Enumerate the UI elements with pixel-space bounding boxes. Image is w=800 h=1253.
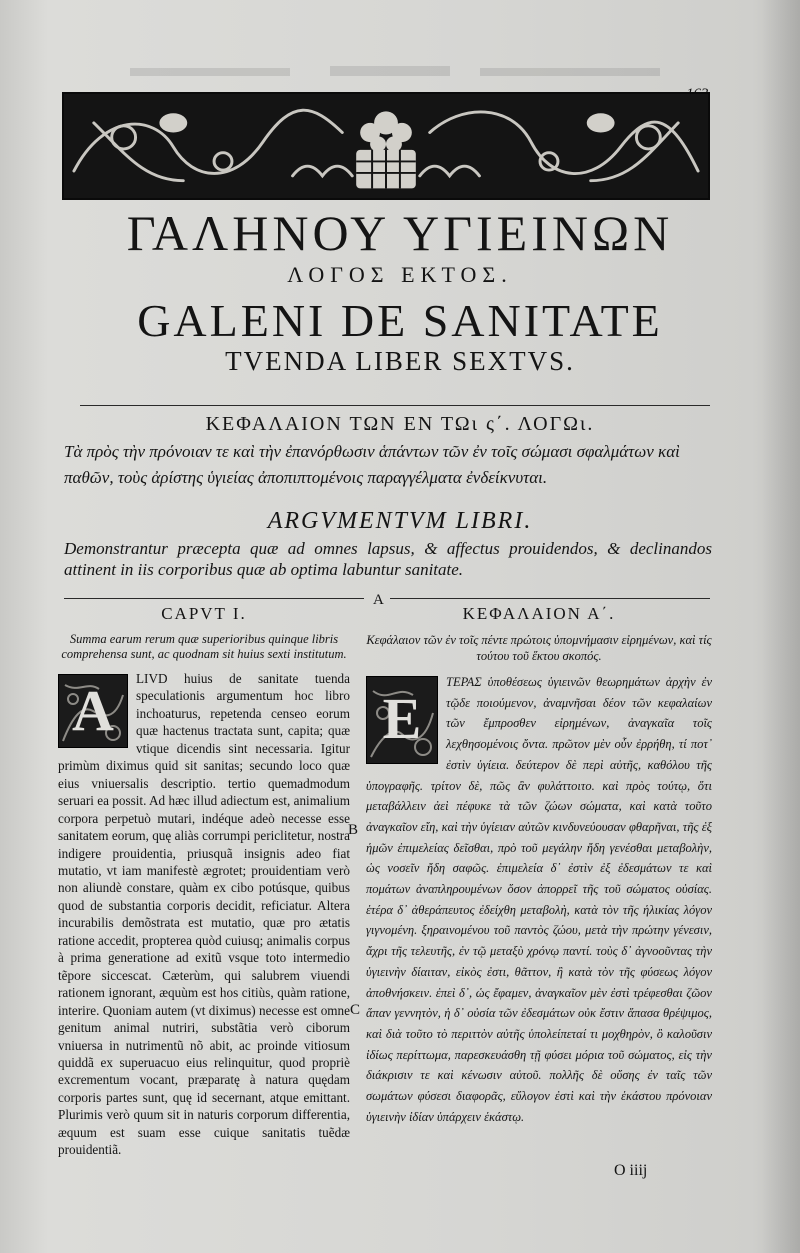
caput-title-latin: CAPVT I. [161, 604, 247, 623]
latin-column [58, 604, 350, 1159]
argumentum-heading: ARGVMENTVM LIBRI. [267, 508, 533, 534]
drop-cap-letter: Ε [382, 686, 422, 751]
caput-summary-latin: Summa earum rerum quæ superioribus quinque libris comprehensa sunt, ac quodnam sit huius sexti institutum. [61, 632, 347, 661]
subtitle-latin: TVENDA LIBER SEXTVS. [225, 346, 575, 376]
margin-marker-a: A [373, 592, 384, 608]
greek-body-text: ΤΕΡΑΣ ὑποθέσεως ὑγιεινῶν θεωρημάτων ἀρχὴν ἐν τῷδε ποιούμενον, ἀναμνῆσαι δέον τῶν κεφαλαίων τῶν ἔμπροσθεν εἰρημένων, ἀναγκαῖα τοῖς λεχθησομένοις ὄντα. πρῶτον μὲν οὖν ἐρρήθη, τί ποτ᾽ ἐστὶν ὑγίεια. δεύτερον δὲ περὶ αὐτῆς, καθόλου τῆς ὑπογραφῆς. τρίτον δὲ, πῶς ἂν φυλάττοιτο. καὶ πρὸς τούτῳ, ὅτι μεταβάλλειν ἀεὶ πέφυκε τὰ τῶν ζώων σώματα, καὶ κατὰ τοῦτο ἀναγκαῖον εἴη, καὶ τὴν ὑγίειαν αὐτῶν κινδυνεύουσαν φθαρῆναι, τῆς ἐξ ἡμῶν ἐπιμελείας δεῖσθαι, πρὸ τοῦ μεγάλην ἤδη γενέσθαι μεταβολὴν, ὡς νοσεῖν ἤδη σαφῶς. ἐπιμελεία δ᾽ ἐστὶν ἐξ ἐδεσμάτων τε καὶ πομάτων ἀναπληρουμένων ὅσον ἀπορρεῖ τῆς τοῦ σώματος οὐσίας. ἑτέρα δ᾽ ἀθεράπευτος ἐδείχθη μεταβολὴ, κατὰ τὸν τῆς ἡλικίας λόγον γιγνομένη. ξηραινομένου τοῦ παντὸς ζώου, μετὰ τὴν πρώτην γένεσιν, ἄχρι τῆς τελευτῆς, ἐν τῷ μεταξὺ χρόνῳ παντί. τοὺς δ᾽ ἀγνοοῦντας τὴν ὑγιεινὴν δίαιταν, εἰκὸς ἐστι, θᾶττον, ἢ κατὰ τὸν τῆς φύσεως λόγον ἀποθνήσκειν. ἐπεὶ δ᾽, ὡς ἔφαμεν, ἀναγκαῖον μὲν ἐστὶ τρέφεσθαι ζῶον ἅπαν γεννητὸν, ἡ δ᾽ οὐσία τῶν ἐδεσμάτων οὐκ ἔστιν ἅπασα θρέψιμος, καὶ διὰ τοῦτο τὸ περιττὸν αὐτῆς ὑπολείπεταί τι μοχθηρὸν, ὃ καλοῦσιν ἰδίως περίττωμα, παρεσκευάσθη τῇ φύσει μόρια τοῦ σώματος, εἰς τὴν διάκρισιν τε καὶ κένωσιν αὐτοῦ. πολλῆς δὲ οὔσης ἐν ταῖς τῶν σωμάτων φύσεσι διαφορᾶς, εὔλογον ἐστὶ καὶ τὴν ἑκάστου πρόνοιαν ὑγιεινὴν ἰδίαν ὑπάρχειν ἑκάστῳ. [366, 675, 712, 1124]
drop-cap-e [366, 676, 438, 764]
greek-column [366, 604, 712, 1127]
right-column-rule [390, 598, 710, 599]
signature-mark: O iiij [614, 1162, 648, 1179]
page-edge-shadow [762, 0, 800, 1253]
left-column-rule [64, 598, 364, 599]
ornamental-headpiece [62, 92, 710, 200]
summary-heading: ΚΕΦΑΛΑΙΟΝ ΤΩΝ ΕΝ ΤΩι ς΄. ΛΟΓΩι. [205, 413, 595, 435]
drop-cap-a [58, 674, 128, 748]
title-rule [80, 405, 710, 406]
drop-cap-letter: A [72, 678, 114, 743]
title-greek: ΓΑΛΗΝΟΥ ΥΓΙΕΙΝΩΝ [126, 205, 674, 261]
show-through-text [120, 62, 680, 84]
subtitle-greek: ΛΟΓΟΣ ΕΚΤΟΣ. [287, 262, 513, 287]
argumentum-text: Demonstrantur præcepta quæ ad omnes lapsus, & affectus prouidendos, & declinandos attinent in iis corporibus quæ ab optima labuntur sanitate. [64, 539, 712, 579]
latin-body-text: LIVD huius de sanitate tuenda speculationis argumentum hoc libro inchoaturus, repetenda censeo eorum quæ hactenus tractata sunt, capita; quæ vtique dicendis sint necessaria. Igitur primùm diximus quid sit sanitas; secundo loco quæ eius vniuersalis descriptio. tertio quemadmodum seruari ea possit. Ad hæc illud adiectum est, animalium corpora perpetuò mutari, indéque adeò necesse esse sanitatem eorum, quę aliàs corrumpi periclitetur, nostra indigere prouidentia, priusquã insignis adeo fiat mutatio, vt iam manifestè ægrotet; prouidentiam verò non aliundè constare, quàm ex cibo potúsque, quibus quod de substantia corporis decidit, reficiatur. Altera incurabilis demõstrata est mutatio, quæ pro ætatis ratione accedit, propterea quòd cuiusq; animalis corpus à prima generatione ad exitũ vsque toto intermedio tẽpore siccescat. Cæterùm, qui salubrem viuendi rationem ignorant, æquùm est hos citiùs, quàm ratione, interire. Quoniam autem (vt diximus) necesse est omne genitum animal nutriri, substãtia verò ciborum vniuersa in nutrimentũ nõ abit, ac proinde vitiosum quiddã ex superuacuo eius relinquitur, quod propriè excrementum vocant, præparatę à natura quędam corporis partes sunt, quę id secernant, atque emittant. Plurimis verò quum sit in naturis corporum differentia, æquum est suam esse cuique sanitatis tuẽdæ prouidentiã. [58, 671, 350, 1158]
caput-title-greek: ΚΕΦΑΛΑΙΟΝ Α΄. [462, 604, 616, 623]
title-latin: GALENI DE SANITATE [137, 295, 663, 346]
margin-marker-c: C [350, 1002, 361, 1018]
summary-text: Τὰ πρὸς τὴν πρόνοιαν τε καὶ τὴν ἐπανόρθωσιν ἁπάντων τῶν ἐν τοῖς σώμασι σφαλμάτων καὶ παθῶν, τοὺς ἀρίστης ὑγιείας ἀποπιπτομένοις παραγγέλματα ἐνδείκνυται. [64, 442, 680, 487]
margin-marker-b: B [348, 822, 359, 838]
caput-summary-greek: Κεφάλαιον τῶν ἐν τοῖς πέντε πρώτοις ὑπομνήμασιν εἰρημένων, καὶ τίς τούτου τοῦ ἕκτου σκοπός. [366, 633, 712, 663]
